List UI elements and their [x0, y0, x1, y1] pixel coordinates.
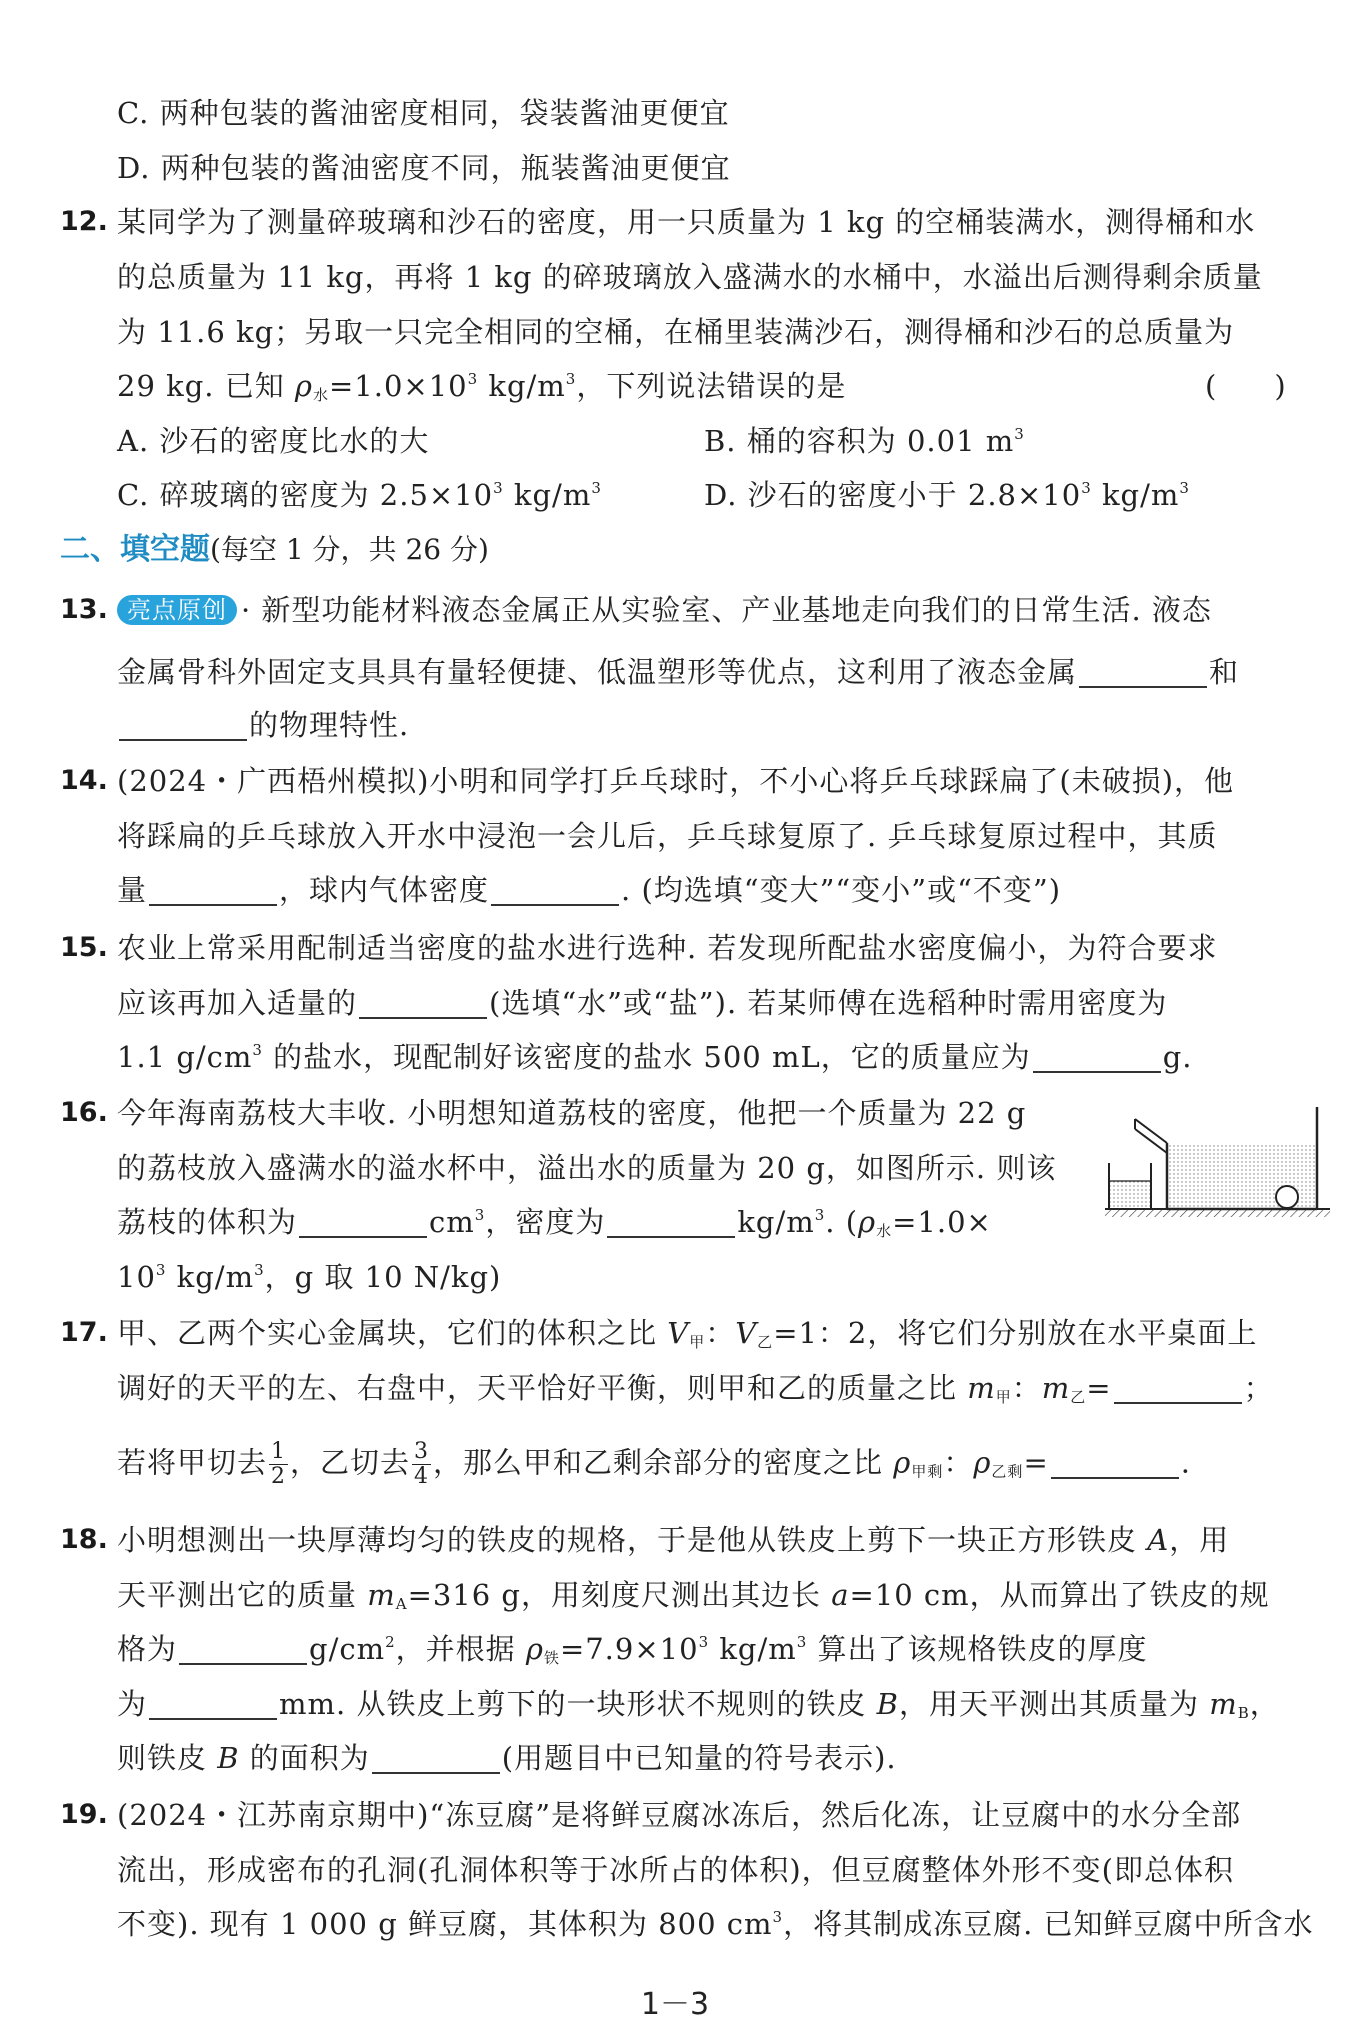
q16-line-1: 今年海南荔枝大丰收. 小明想知道荔枝的密度，他把一个质量为 22 g [117, 1096, 1027, 1130]
spout-top [1135, 1119, 1167, 1143]
answer-blank [299, 1206, 427, 1238]
lychee [1276, 1186, 1298, 1208]
q16-line-4: $10^3$ $kg/m^3$，g 取 10 N/kg) [117, 1260, 502, 1294]
q12-option-a: A. 沙石的密度比水的大 [117, 424, 430, 458]
q12-line-1: 某同学为了测量碎玻璃和沙石的密度，用一只质量为 1 kg 的空桶装满水，测得桶和水 [117, 205, 1256, 239]
answer-blank [372, 1742, 500, 1774]
answer-blank [359, 987, 487, 1019]
q15-line-1: 农业上常采用配制适当密度的盐水进行选种. 若发现所配盐水密度偏小，为符合要求 [117, 931, 1218, 965]
answer-blank [1051, 1447, 1179, 1479]
fraction-three-quarters: $\frac{3}{4}$ [414, 1439, 430, 1489]
beaker-water [1109, 1181, 1151, 1209]
q12-line-2: 的总质量为 11 kg，再将 1 kg 的碎玻璃放入盛满水的水桶中，水溢出后测得剩余质量 [117, 260, 1263, 294]
q18-line-2: 天平测出它的质量 $m_A=316$ g，用刻度尺测出其边长 a=10 cm，从而算出了铁皮的规 [117, 1578, 1270, 1613]
page-number: 1－3 [640, 1987, 710, 2022]
q14-line-3: 量 ，球内气体密度 . (均选填“变大”“变小”或“不变”) [117, 873, 1062, 907]
q18-line-5: 则铁皮 B 的面积为 (用题目中已知量的符号表示). [117, 1741, 897, 1775]
q12-answer-paren: ( ) [1205, 369, 1286, 403]
answer-blank [1079, 656, 1207, 688]
answer-blank [1033, 1041, 1161, 1073]
q18-line-3: 格为 $g/cm^2$，并根据 $\rho_铁=7.9\times 10^3$ $kg/m^3$ 算出了该规格铁皮的厚度 [117, 1632, 1148, 1667]
q17-line-1: 甲、乙两个实心金属块，它们的体积之比 $V_甲$：$V_乙=1$：2，将它们分别放在水平桌面上 [117, 1316, 1258, 1351]
q12-option-b: B. 桶的容积为 0.01 $m^3$ [704, 424, 1025, 458]
q13-number: 13. [60, 594, 108, 625]
rho-symbol: ρ [294, 369, 313, 403]
q16-number: 16. [60, 1097, 108, 1128]
answer-blank [149, 874, 277, 906]
q17-line-2: 调好的天平的左、右盘中，天平恰好平衡，则甲和乙的质量之比 $m_甲$：$m_乙=$ ； [117, 1371, 1274, 1406]
answer-blank [149, 1688, 277, 1720]
q12-line-4: 29 kg. 已知 $\rho_水=1.0\times 10^3$ $kg/m^3$，下列说法错误的是 [117, 369, 847, 404]
q14-number: 14. [60, 765, 108, 796]
answer-blank [1114, 1372, 1242, 1404]
q12-line-3: 为 11.6 kg；另取一只完全相同的空桶，在桶里装满沙石，测得桶和沙石的总质量为 [117, 315, 1235, 349]
q14-line-1: (2024・广西梧州模拟)小明和同学打乒乓球时，不小心将乒乓球踩扁了(未破损)，他 [117, 764, 1235, 798]
answer-blank [607, 1206, 735, 1238]
q19-line-2: 流出，形成密布的孔洞(孔洞体积等于冰所占的体积)，但豆腐整体外形不变(即总体积 [117, 1853, 1234, 1887]
answer-blank [179, 1633, 307, 1665]
q19-number: 19. [60, 1799, 108, 1830]
q12-option-d: D. 沙石的密度小于 $2.8\times 10^3$ $kg/m^3$ [704, 478, 1190, 512]
q12-option-c: C. 碎玻璃的密度为 $2.5\times 10^3$ $kg/m^3$ [117, 478, 602, 512]
q12-number: 12. [60, 206, 108, 237]
answer-blank [119, 709, 247, 741]
q17-number: 17. [60, 1317, 108, 1348]
q17-line-3: 若将甲切去 $\frac{1}{2}$ ，乙切去 $\frac{3}{4}$ ，那么甲和乙剩余部分的密度之比 $\rho_{甲剩}$：$\rho_{乙剩}=$ . [117, 1439, 1191, 1489]
q19-line-3: 不变). 现有 1 000 g 鲜豆腐，其体积为 800 $cm^3$，将其制成冻豆腐. 已知鲜豆腐中所含水 [117, 1907, 1314, 1941]
fraction-one-half: $\frac{1}{2}$ [271, 1439, 287, 1489]
answer-blank [491, 874, 619, 906]
q13-line-3: 的物理特性. [117, 705, 409, 745]
q14-line-2: 将踩扁的乒乓球放入开水中浸泡一会儿后，乒乓球复原了. 乒乓球复原过程中，其质 [117, 819, 1218, 853]
q13-line-2: 金属骨科外固定支具具有量轻便捷、低温塑形等优点，这利用了液态金属 和 [117, 655, 1240, 689]
original-badge: 亮点原创 [117, 595, 237, 625]
section-heading: 二、填空题(每空 1 分，共 26 分) [60, 532, 489, 567]
q11-option-d: D. 两种包装的酱油密度不同，瓶装酱油更便宜 [117, 151, 731, 185]
q18-line-4: 为 mm. 从铁皮上剪下的一块形状不规则的铁皮 B，用天平测出其质量为 $m_B$， [117, 1687, 1280, 1722]
q18-number: 18. [60, 1524, 108, 1555]
spout-bottom [1135, 1129, 1167, 1153]
q16-line-3: 荔枝的体积为 $cm^3$，密度为 $kg/m^3$. ($\rho_水=1.0\times$ [117, 1205, 992, 1240]
q13-line-1: 亮点原创 · 新型功能材料液态金属正从实验室、产业基地走向我们的日常生活. 液态 [117, 590, 1212, 630]
overflow-cup-figure [1105, 1105, 1330, 1220]
q18-line-1: 小明想测出一块厚薄均匀的铁皮的规格，于是他从铁皮上剪下一块正方形铁皮 A，用 [117, 1523, 1230, 1557]
q16-line-2: 的荔枝放入盛满水的溢水杯中，溢出水的质量为 20 g，如图所示. 则该 [117, 1151, 1057, 1185]
q19-line-1: (2024・江苏南京期中)“冻豆腐”是将鲜豆腐冰冻后，然后化冻，让豆腐中的水分全部 [117, 1798, 1242, 1832]
q15-line-3: 1.1 $g/cm^3$ 的盐水，现配制好该密度的盐水 500 mL，它的质量应为 g. [117, 1040, 1193, 1074]
q11-option-c: C. 两种包装的酱油密度相同，袋装酱油更便宜 [117, 96, 730, 130]
q15-line-2: 应该再加入适量的 (选填“水”或“盐”). 若某师傅在选稻种时需用密度为 [117, 986, 1168, 1020]
q15-number: 15. [60, 932, 108, 963]
